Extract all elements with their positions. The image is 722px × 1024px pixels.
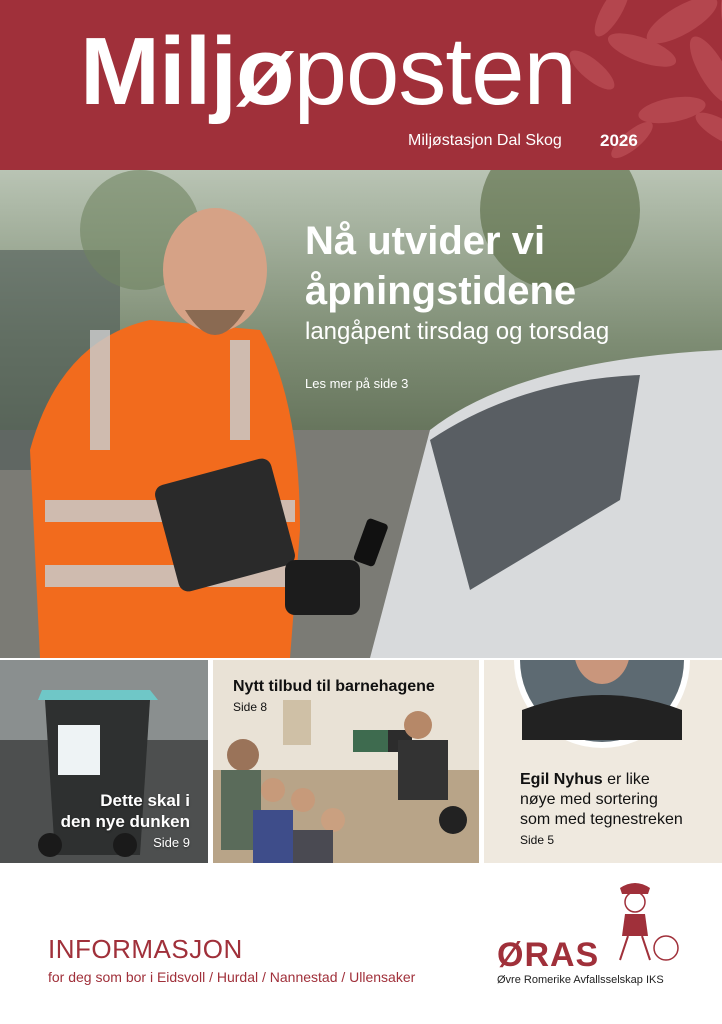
bin-teaser-text: [61, 790, 190, 853]
hero-headline-line1: Nå utvider vi: [305, 219, 546, 263]
artist-teaser-page: Side 5: [520, 833, 555, 847]
teaser-bin: [0, 660, 208, 863]
hero-photo: [0, 170, 722, 658]
bin-teaser-line1: Dette skal i: [100, 791, 190, 810]
logo-subtitle: Øvre Romerike Avfallsselskap IKS: [497, 974, 664, 986]
logo-name: ØRAS: [497, 936, 600, 974]
artist-line1-rest: er like: [602, 771, 650, 788]
magazine-title: [80, 12, 576, 132]
artist-teaser-text: [520, 770, 683, 850]
hero-headline-line2: åpningstidene: [305, 269, 577, 313]
issue-year: 2026: [600, 131, 638, 150]
masthead: [0, 0, 722, 170]
mascot-logo-icon: [600, 880, 680, 970]
title-thin: posten: [293, 18, 576, 125]
title-bold: Miljø: [80, 18, 294, 125]
info-subtitle: for deg som bor i Eidsvoll / Hurdal / Nannestad / Ullensaker: [48, 969, 416, 985]
station-name: Miljøstasjon Dal Skog: [408, 132, 562, 149]
artist-teaser-line1: [520, 770, 683, 790]
info-block: [48, 934, 415, 985]
artist-teaser-line3: som med tegnestreken: [520, 811, 683, 828]
kindergarten-teaser-title: Nytt tilbud til barnehagene: [233, 678, 435, 695]
artist-teaser-line2: nøye med sortering: [520, 791, 658, 808]
hero-headline-block: [305, 216, 609, 391]
teaser-row: [0, 660, 722, 863]
teaser-kindergarten: [213, 660, 479, 863]
artist-name: Egil Nyhus: [520, 771, 603, 788]
info-title: INFORMASJON: [48, 934, 243, 964]
bin-teaser-page: Side 9: [153, 835, 190, 850]
hero-subheadline: langåpent tirsdag og torsdag: [305, 318, 610, 345]
bin-teaser-line2: den nye dunken: [60, 812, 190, 831]
oras-logo: [497, 936, 664, 986]
teaser-artist: [484, 660, 722, 863]
hero-read-more: Les mer på side 3: [305, 376, 409, 391]
kindergarten-teaser-page: Side 8: [233, 700, 268, 714]
